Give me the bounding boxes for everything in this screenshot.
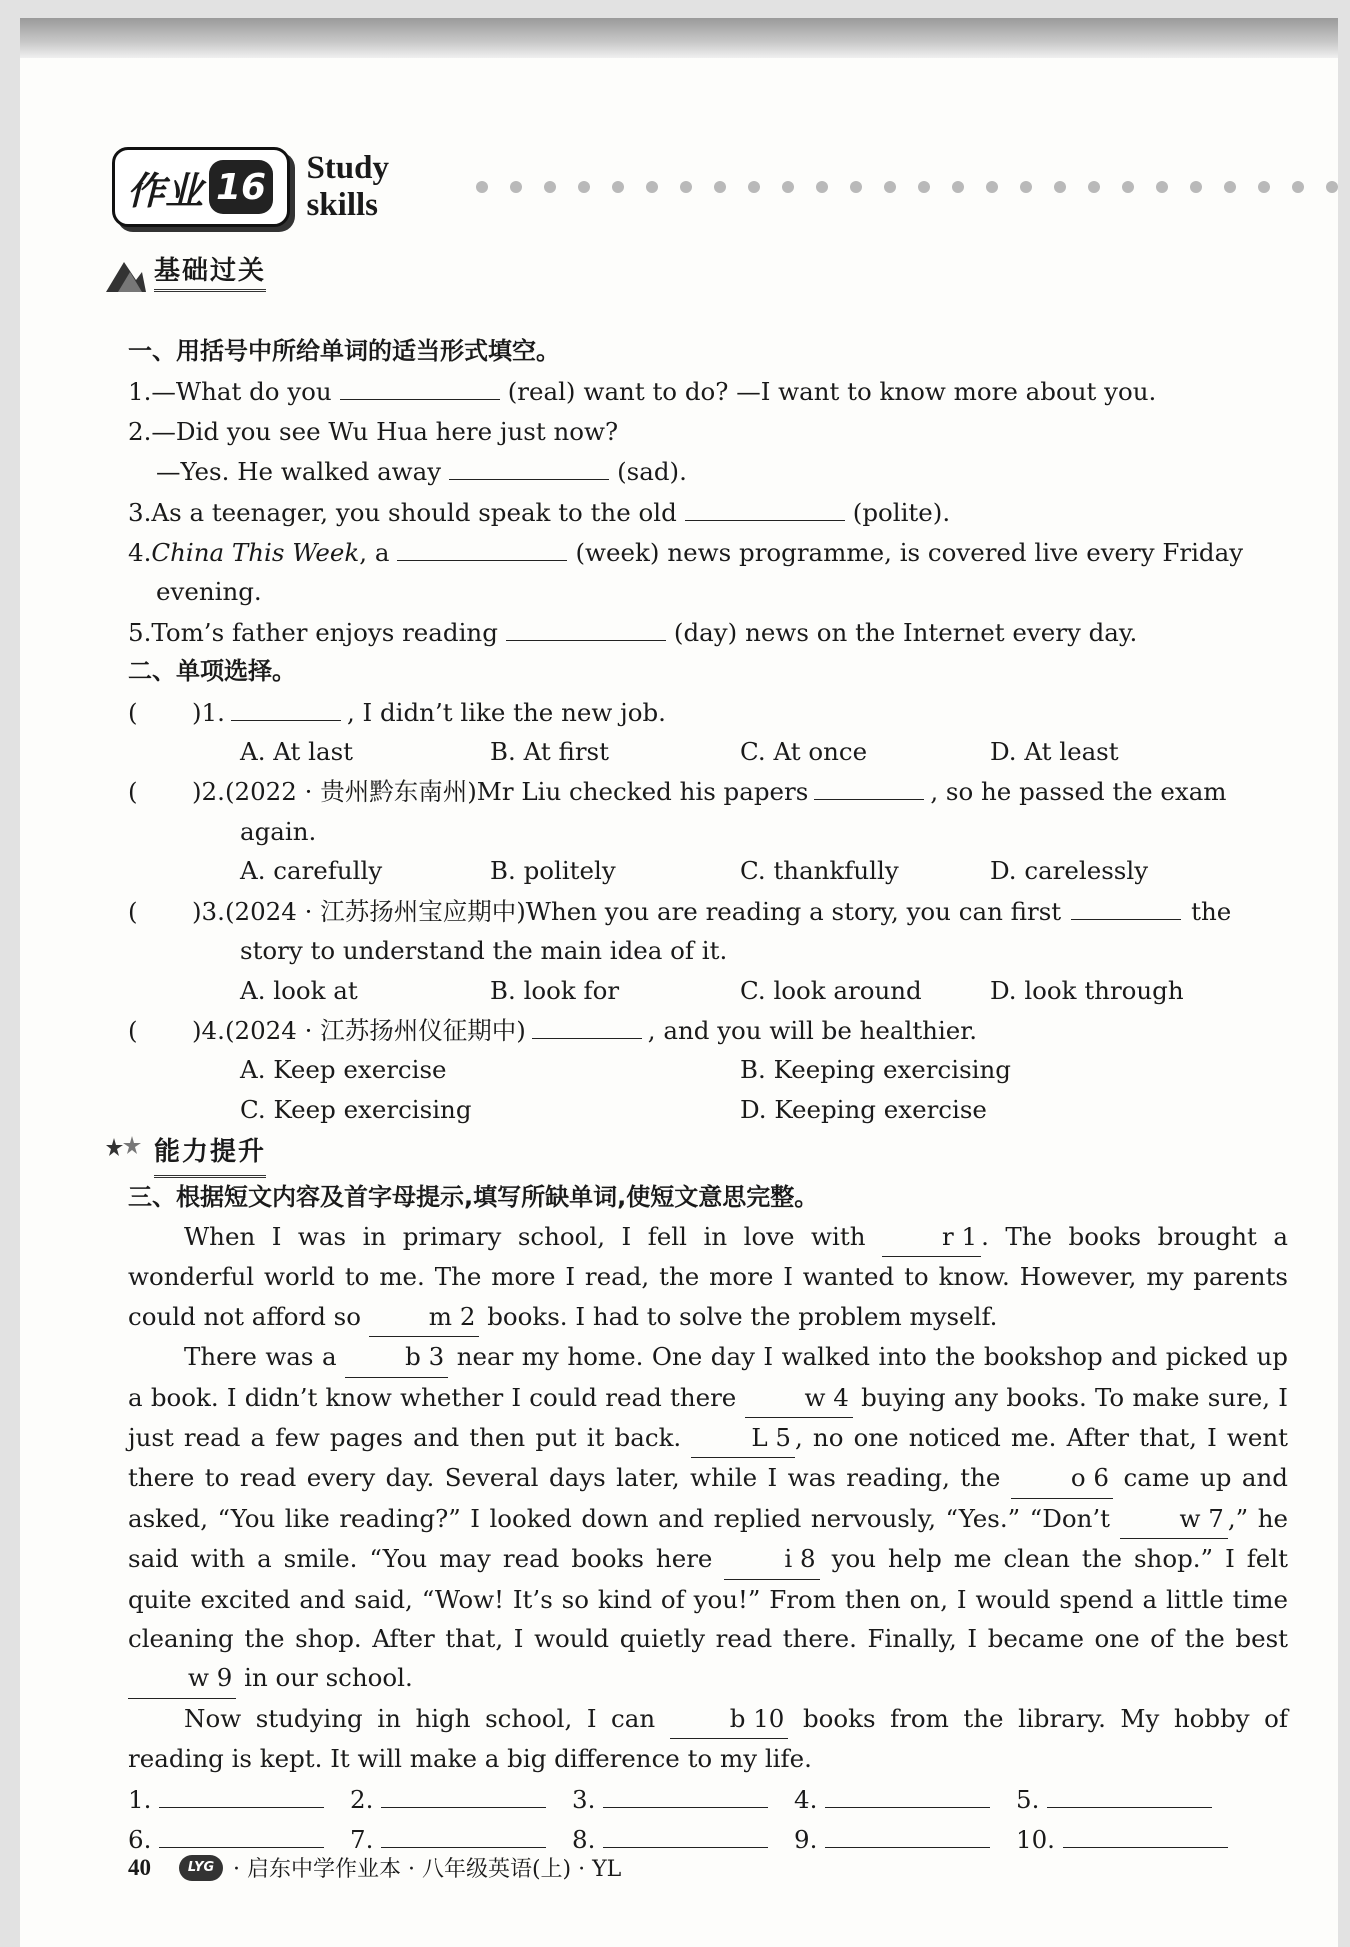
option-a[interactable]: A. At last	[240, 737, 354, 767]
decorative-dots	[476, 181, 1338, 193]
answer-line-4: 4.	[794, 1779, 1016, 1819]
option-b[interactable]: B. politely	[490, 856, 616, 886]
exercise-content	[128, 332, 1288, 1859]
answer-blank[interactable]	[506, 612, 666, 641]
passage-blank-9[interactable]: w 9	[128, 1658, 236, 1698]
fill-item-5: 5. Tom’s father enjoys reading (day) news on the Internet every day.	[128, 612, 1288, 652]
mc-options-3	[128, 971, 1288, 1010]
answer-line-2: 2.	[350, 1779, 572, 1819]
fill-item-2: 2. —Did you see Wu Hua here just now?	[128, 416, 619, 446]
answer-line-10: 10.	[1016, 1819, 1238, 1859]
answer-line-8: 8.	[572, 1819, 794, 1859]
part-b-title: 二、单项选择。	[128, 657, 296, 686]
passage-paragraph-2: There was a b 3 near my home. One day I walked into the bookshop and picked up a book. I didn’t know whether I could read there w 4 buying any books. To make sure, I just read a few pages and then put it back. L 5 , no one noticed me. After that, I went there to read every day. Several days later, while I was reading, the o 6 came up and asked, “You like reading?” I looked down and replied nervously, “Yes.” “Don’t w 7 ,” he said with a smile. “You may read books here i 8 you help me clean the shop.” I felt quite excited and said, “Wow! It’s so kind of you!” From then on, I would spend a little time cleaning the shop. After that, I would quietly read there. Finally, I became one of the best w 9 in our school.	[128, 1337, 1288, 1699]
option-a[interactable]: A. carefully	[240, 856, 383, 886]
mc-question-3: ( )3. (2024 · 江苏扬州宝应期中) When you are reading a story, you can first the	[128, 891, 1288, 931]
scan-top-strip	[20, 18, 1338, 58]
lesson-header	[112, 146, 1338, 228]
answer-line-5: 5.	[1016, 1779, 1238, 1819]
answer-blank[interactable]	[159, 1779, 324, 1808]
answer-blank[interactable]	[159, 1819, 324, 1848]
mc-question-2-cont: again.	[240, 816, 317, 846]
badge-number: 16	[209, 160, 273, 214]
option-c[interactable]: C. look around	[740, 975, 922, 1005]
passage-paragraph-1: When I was in primary school, I fell in love with r 1 . The books brought a wonderful world to me. The more I read, the more I wanted to know. However, my parents could not afford so m 2 books. I had to solve the problem myself.	[128, 1217, 1288, 1337]
page-footer	[128, 1852, 621, 1883]
homework-badge	[112, 147, 290, 227]
fill-item-2-reply: —Yes. He walked away (sad).	[128, 451, 1288, 491]
stars-icon	[106, 1134, 146, 1160]
answer-line-7: 7.	[350, 1819, 572, 1859]
answer-blank[interactable]	[814, 771, 924, 800]
mc-question-3-cont: story to understand the main idea of it.	[240, 936, 728, 966]
passage-blank-2[interactable]: m 2	[369, 1297, 480, 1337]
answer-blank[interactable]	[340, 371, 500, 400]
answer-blank[interactable]	[1071, 891, 1181, 920]
question-source: (2022 · 贵州黔东南州)	[224, 777, 477, 807]
part-a-title: 一、用括号中所给单词的适当形式填空。	[128, 337, 560, 365]
option-d[interactable]: D. Keeping exercise	[740, 1094, 987, 1124]
page-number: 40	[128, 1854, 151, 1880]
mc-options-4	[128, 1050, 1288, 1129]
passage-paragraph-3: Now studying in high school, I can b 10 books from the library. My hobby of reading is kept. It will make a big difference to my life.	[128, 1699, 1288, 1779]
badge-label: 作业	[127, 168, 204, 213]
fill-item-4-cont: evening.	[156, 577, 262, 607]
answer-line-6: 6.	[128, 1819, 350, 1859]
question-source: (2024 · 江苏扬州仪征期中)	[224, 1015, 526, 1045]
option-b[interactable]: B. Keeping exercising	[740, 1055, 1011, 1085]
option-d[interactable]: D. At least	[990, 737, 1119, 767]
answer-blank[interactable]	[603, 1819, 768, 1848]
answer-blank[interactable]	[825, 1779, 990, 1808]
publisher-logo: LYG	[179, 1855, 223, 1881]
passage-blank-10[interactable]: b 10	[670, 1699, 789, 1739]
answer-blank[interactable]	[603, 1779, 768, 1808]
passage-blank-1[interactable]: r 1	[882, 1217, 981, 1257]
workbook-page	[20, 18, 1338, 1947]
mc-question-2: ( )2. (2022 · 贵州黔东南州) Mr Liu checked his papers , so he passed the exam	[128, 771, 1288, 811]
option-d[interactable]: D. carelessly	[990, 856, 1149, 886]
passage-blank-7[interactable]: w 7	[1120, 1499, 1228, 1539]
option-c[interactable]: C. At once	[740, 737, 868, 767]
passage-blank-8[interactable]: i 8	[724, 1539, 819, 1579]
passage-blank-6[interactable]: o 6	[1011, 1458, 1113, 1498]
option-b[interactable]: B. look for	[490, 975, 620, 1005]
mc-question-1: ( )1. , I didn’t like the new job.	[128, 692, 1288, 732]
part-c-title: 三、根据短文内容及首字母提示,填写所缺单词,使短文意思完整。	[128, 1182, 819, 1211]
fill-item-4: 4. China This Week , a (week) news programme, is covered live every Friday	[128, 532, 1288, 572]
answer-blank[interactable]	[685, 492, 845, 521]
option-b[interactable]: B. At first	[490, 737, 609, 767]
fill-item-3: 3. As a teenager, you should speak to the old (polite).	[128, 492, 1288, 532]
answer-lines	[128, 1779, 1288, 1860]
answer-blank[interactable]	[397, 532, 567, 561]
answer-line-3: 3.	[572, 1779, 794, 1819]
option-c[interactable]: C. Keep exercising	[240, 1094, 472, 1124]
mountain-icon	[106, 258, 146, 292]
lesson-title: Study skills	[306, 150, 390, 223]
option-c[interactable]: C. thankfully	[740, 856, 899, 886]
option-d[interactable]: D. look through	[990, 975, 1184, 1005]
mc-options-2	[128, 851, 1288, 890]
answer-line-1: 1.	[128, 1779, 350, 1819]
section-basic-header	[106, 250, 266, 292]
answer-blank[interactable]	[449, 451, 609, 480]
passage-blank-4[interactable]: w 4	[745, 1378, 853, 1418]
mc-options-1	[128, 732, 1288, 771]
fill-item-1: 1. —What do you (real) want to do? —I want to know more about you.	[128, 371, 1288, 411]
section-advanced-header	[106, 1133, 1288, 1177]
passage-blank-3[interactable]: b 3	[345, 1337, 448, 1377]
answer-line-9: 9.	[794, 1819, 1016, 1859]
section-advanced-title: 能力提升	[154, 1133, 266, 1177]
answer-blank[interactable]	[1047, 1779, 1212, 1808]
answer-blank[interactable]	[381, 1819, 546, 1848]
mc-question-4: ( )4. (2024 · 江苏扬州仪征期中) , and you will be healthier.	[128, 1010, 1288, 1050]
answer-blank[interactable]	[231, 692, 341, 721]
section-basic-title: 基础过关	[154, 250, 266, 292]
question-source: (2024 · 江苏扬州宝应期中)	[224, 896, 526, 926]
option-a[interactable]: A. Keep exercise	[240, 1055, 447, 1085]
answer-blank[interactable]	[381, 1779, 546, 1808]
answer-blank[interactable]	[1063, 1819, 1228, 1848]
book-info: · 启东中学作业本 · 八年级英语(上) · YL	[233, 1857, 622, 1882]
answer-blank[interactable]	[532, 1010, 642, 1039]
option-a[interactable]: A. look at	[240, 975, 358, 1005]
answer-blank[interactable]	[825, 1819, 990, 1848]
passage-blank-5[interactable]: L 5	[691, 1418, 795, 1458]
